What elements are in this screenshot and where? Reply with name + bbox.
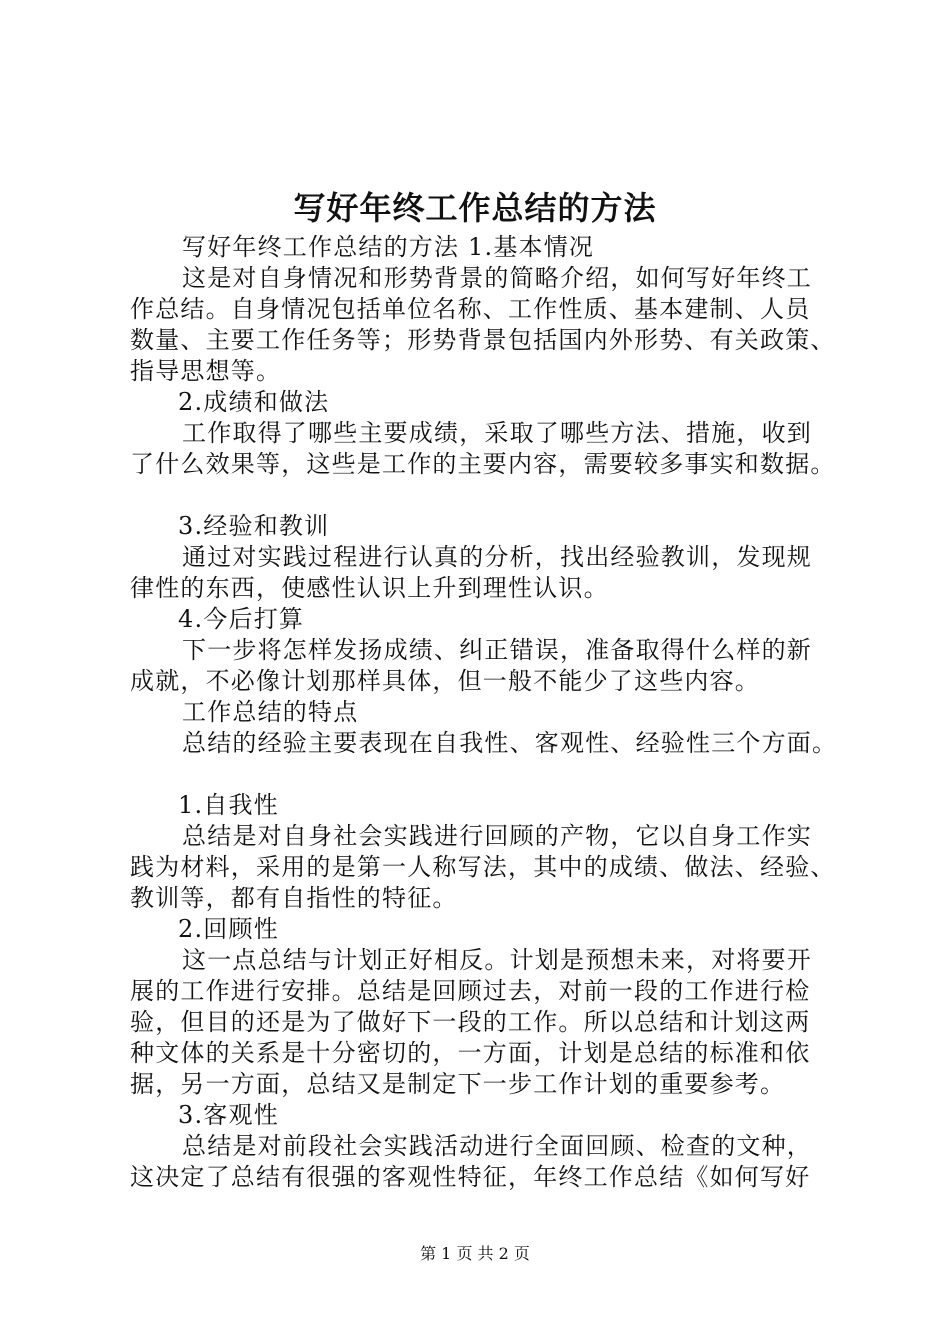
document-body [130,232,838,1193]
text-line: 教训等，都有自指性的特征。 [130,884,458,912]
text-line: 践为材料，采用的是第一人称写法，其中的成绩、做法、经验、 [130,853,836,881]
text-line: 总结的经验主要表现在自我性、客观性、经验性三个方面。 [182,729,838,757]
text-line: 通过对实践过程进行认真的分析，找出经验教训，发现规 [182,543,812,571]
text-line: 总结是对自身社会实践进行回顾的产物，它以自身工作实 [182,822,812,850]
text-line: 总结是对前段社会实践活动进行全面回顾、检查的文种， [182,1132,812,1160]
text-line: 成就，不必像计划那样具体，但一般不能少了这些内容。 [130,667,760,695]
text-line: 3.经验和教训 [178,512,330,540]
text-line: 展的工作进行安排。总结是回顾过去，对前一段的工作进行检 [130,977,811,1005]
text-line: 律性的东西，使感性认识上升到理性认识。 [130,574,609,602]
text-line: 工作总结的特点 [182,698,359,726]
text-line: 工作取得了哪些主要成绩，采取了哪些方法、措施，收到 [182,419,812,447]
text-line: 这决定了总结有很强的客观性特征，年终工作总结《如何写好 [130,1163,811,1191]
blank-line [130,759,830,790]
text-line: 这一点总结与计划正好相反。计划是预想未来，对将要开 [182,946,812,974]
page-footer: 第 1 页 共 2 页 [420,1244,530,1263]
text-line: 验，但目的还是为了做好下一段的工作。所以总结和计划这两 [130,1008,811,1036]
text-line: 写好年终工作总结的方法 1.基本情况 [182,233,595,261]
text-line: 指导思想等。 [130,357,282,385]
text-line: 这是对自身情况和形势背景的简略介绍，如何写好年终工 [182,264,812,292]
text-line: 下一步将怎样发扬成绩、纠正错误，准备取得什么样的新 [182,636,812,664]
document-title: 写好年终工作总结的方法 [293,189,657,227]
text-line: 种文体的关系是十分密切的，一方面，计划是总结的标准和依 [130,1039,811,1067]
text-line: 4.今后打算 [178,605,305,633]
text-line: 据，另一方面，总结又是制定下一步工作计划的重要参考。 [130,1070,786,1098]
text-line: 作总结。自身情况包括单位名称、工作性质、基本建制、人员 [130,295,811,323]
text-line: 2.回顾性 [178,915,279,943]
text-line: 数量、主要工作任务等；形势背景包括国内外形势、有关政策、 [130,326,836,354]
blank-line [130,480,830,511]
text-line: 3.客观性 [178,1101,279,1129]
text-line: 1.自我性 [178,791,279,819]
text-line: 了什么效果等，这些是工作的主要内容，需要较多事实和数据。 [130,450,836,478]
text-line: 2.成绩和做法 [178,388,330,416]
